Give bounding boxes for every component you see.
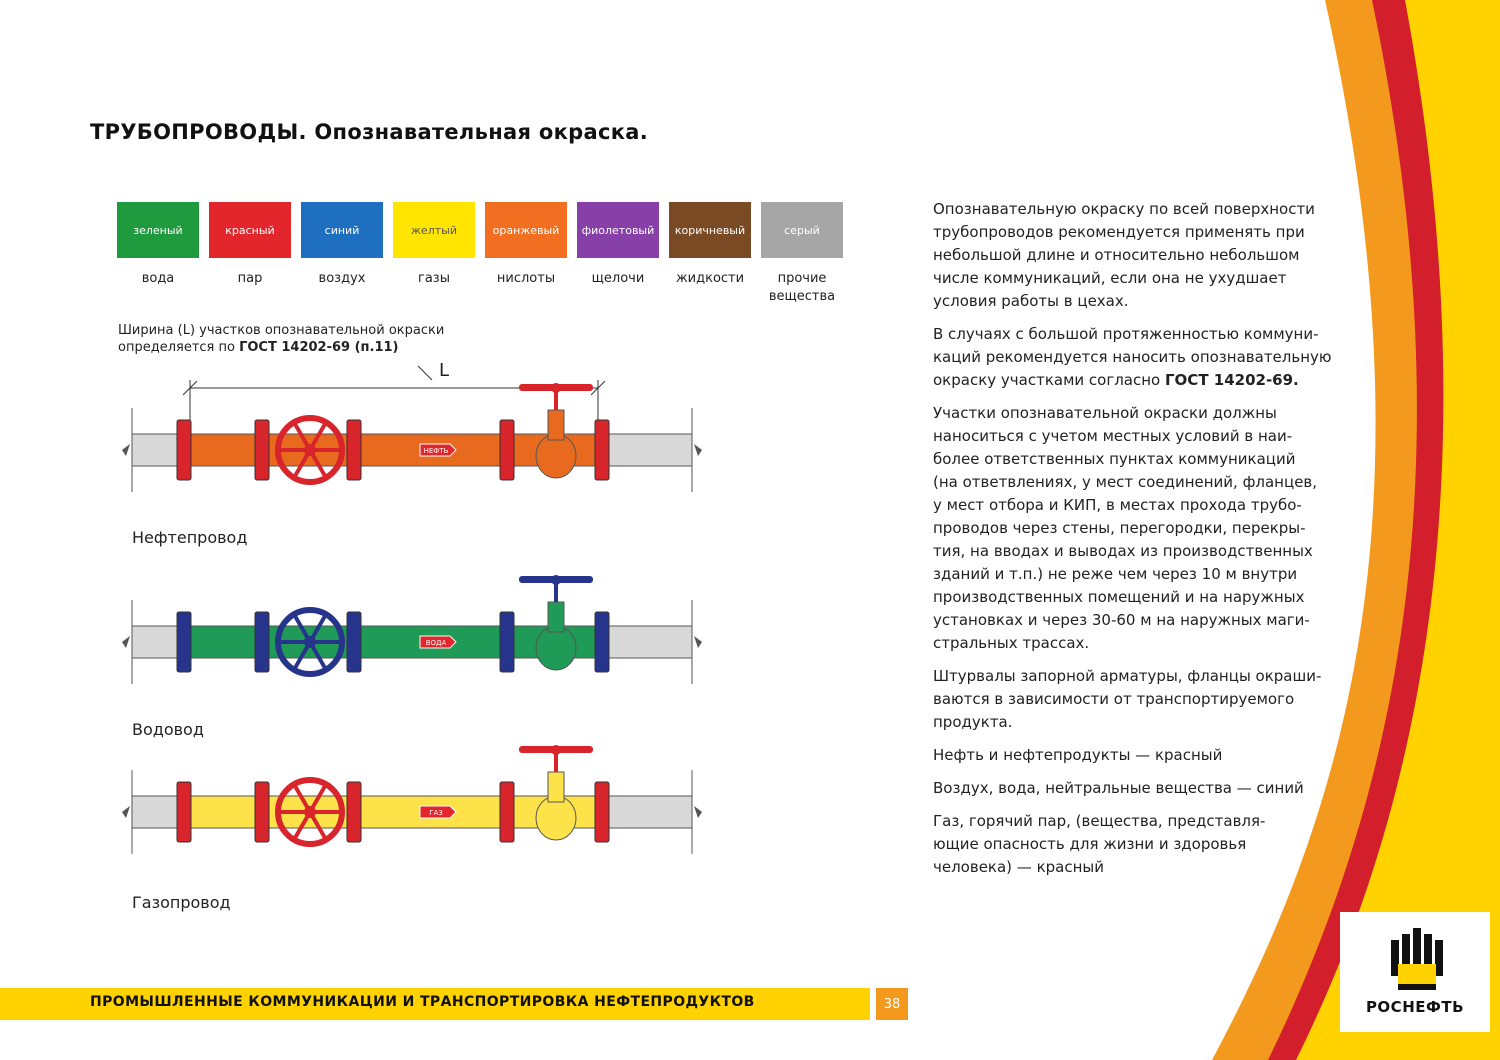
valve-handle-hub: [551, 745, 561, 755]
text-line: Газ, горячий пар, (вещества, представля-: [933, 812, 1266, 830]
flange: [347, 612, 361, 672]
swatch-brown: коричневый: [669, 202, 751, 258]
flange: [177, 782, 191, 842]
flange: [595, 420, 609, 480]
paragraph-3: [933, 402, 1353, 655]
pipe-caption-gas: Газопровод: [132, 893, 231, 912]
text-line: условия работы в цехах.: [933, 292, 1129, 310]
width-note-line1: Ширина (L) участков опознавательной окраски: [118, 323, 445, 338]
swatch-label-other: прочие вещества: [768, 271, 836, 304]
footer-title: ПРОМЫШЛЕННЫЕ КОММУНИКАЦИИ И ТРАНСПОРТИРОВКА НЕФТЕПРОДУКТОВ: [90, 994, 755, 1010]
flange: [177, 420, 191, 480]
width-note-prefix: определяется по: [118, 340, 240, 355]
valve-bonnet: [548, 772, 564, 802]
flange: [500, 420, 514, 480]
pipe-caption-oil: Нефтепровод: [132, 528, 248, 547]
pipe-end-right: [596, 434, 692, 466]
break-mark-right: [694, 806, 702, 818]
swatch-label-gases: газы: [418, 271, 450, 286]
swatch-grey: серый: [761, 202, 843, 258]
text-line: Штурвалы запорной арматуры, фланцы окраши-: [933, 667, 1322, 685]
swatch-orange: оранжевый: [485, 202, 567, 258]
text-line: стральных трассах.: [933, 634, 1090, 652]
width-note-gost: ГОСТ 14202-69 (п.11): [239, 340, 399, 355]
break-mark-left: [122, 444, 130, 456]
gost-reference: ГОСТ 14202-69.: [1165, 371, 1299, 389]
text-line: числе коммуникаций, если она не ухудшает: [933, 269, 1287, 287]
page-number: 38: [876, 988, 908, 1020]
text-line: более ответственных пунктах коммуникаций: [933, 450, 1296, 468]
pipe-0: [122, 383, 702, 492]
brand-name: РОСНЕФТЬ: [1365, 998, 1465, 1016]
flange: [255, 420, 269, 480]
text-line: Участки опознавательной окраски должны: [933, 404, 1277, 422]
page-title: ТРУБОПРОВОДЫ. Опознавательная окраска.: [90, 120, 649, 144]
flange: [177, 612, 191, 672]
text-line: небольшой длине и относительно небольшом: [933, 246, 1300, 264]
paragraph-5: Нефть и нефтепродукты — красный: [933, 746, 1223, 764]
direction-tag-label: ГАЗ: [429, 809, 443, 817]
text-line: Опознавательную окраску по всей поверхности: [933, 200, 1315, 218]
swatch-blue: синий: [301, 202, 383, 258]
text-line: окраску участками согласно: [933, 371, 1165, 389]
swatch-label-water: вода: [141, 271, 175, 286]
flange: [500, 612, 514, 672]
swatch-label-liquids: жидкости: [675, 271, 745, 286]
valve-handle-hub: [551, 575, 561, 585]
valve-bonnet: [548, 410, 564, 440]
swatch-green: зеленый: [117, 202, 199, 258]
pipe-caption-water: Водовод: [132, 720, 204, 739]
flange: [255, 612, 269, 672]
break-mark-left: [122, 636, 130, 648]
pipe-end-right: [596, 796, 692, 828]
swatch-label-acids: нислоты: [496, 271, 556, 286]
break-mark-right: [694, 636, 702, 648]
paragraph-6: Воздух, вода, нейтральные вещества — синий: [933, 779, 1304, 797]
break-mark-left: [122, 806, 130, 818]
body-text: [933, 198, 1353, 889]
pipe-end-right: [596, 626, 692, 658]
flange: [595, 612, 609, 672]
text-line: (на ответвлениях, у мест соединений, фланцев,: [933, 473, 1318, 491]
swatch-label-alkali: щелочи: [591, 271, 645, 286]
text-line: установках и через 30-60 м на наружных маги-: [933, 611, 1310, 629]
text-line: трубопроводов рекомендуется применять при: [933, 223, 1305, 241]
text-line: ваются в зависимости от транспортируемого: [933, 690, 1295, 708]
flange: [347, 782, 361, 842]
paragraph-2: [933, 323, 1353, 392]
length-mark: L: [439, 360, 450, 381]
valve-bonnet: [548, 602, 564, 632]
swatch-label-air: воздух: [318, 271, 366, 286]
swatch-label-steam: пар: [237, 271, 263, 286]
pipe-2: [122, 745, 702, 854]
swatch-red: красный: [209, 202, 291, 258]
swatch-yellow: желтый: [393, 202, 475, 258]
pipe-1: [122, 575, 702, 684]
paragraph-1: [933, 198, 1353, 313]
text-line: В случаях с большой протяженностью коммуни-: [933, 325, 1319, 343]
text-line: производственных помещений и на наружных: [933, 588, 1305, 606]
flange: [347, 420, 361, 480]
text-line: у мест отбора и КИП, в местах прохода трубо-: [933, 496, 1302, 514]
text-line: проводов через стены, перегородки, перекры-: [933, 519, 1306, 537]
break-mark-right: [694, 444, 702, 456]
paragraph-7: [933, 810, 1353, 879]
text-line: каций рекомендуется наносить опознавательную: [933, 348, 1332, 366]
flange: [595, 782, 609, 842]
text-line: тия, на вводах и выводах из производственных: [933, 542, 1313, 560]
paragraph-4: [933, 665, 1353, 734]
direction-tag-label: НЕФТЬ: [423, 447, 449, 455]
valve-body: [536, 626, 576, 670]
valve-handle-hub: [551, 383, 561, 393]
flange: [500, 782, 514, 842]
text-line: человека) — красный: [933, 858, 1104, 876]
direction-tag-label: ВОДА: [425, 639, 447, 647]
flange: [255, 782, 269, 842]
text-line: продукта.: [933, 713, 1013, 731]
text-line: наноситься с учетом местных условий в наи-: [933, 427, 1293, 445]
text-line: ющие опасность для жизни и здоровья: [933, 835, 1247, 853]
text-line: зданий и т.п.) не реже чем через 10 м внутри: [933, 565, 1298, 583]
valve-body: [536, 796, 576, 840]
valve-body: [536, 434, 576, 478]
swatch-violet: фиолетовый: [577, 202, 659, 258]
